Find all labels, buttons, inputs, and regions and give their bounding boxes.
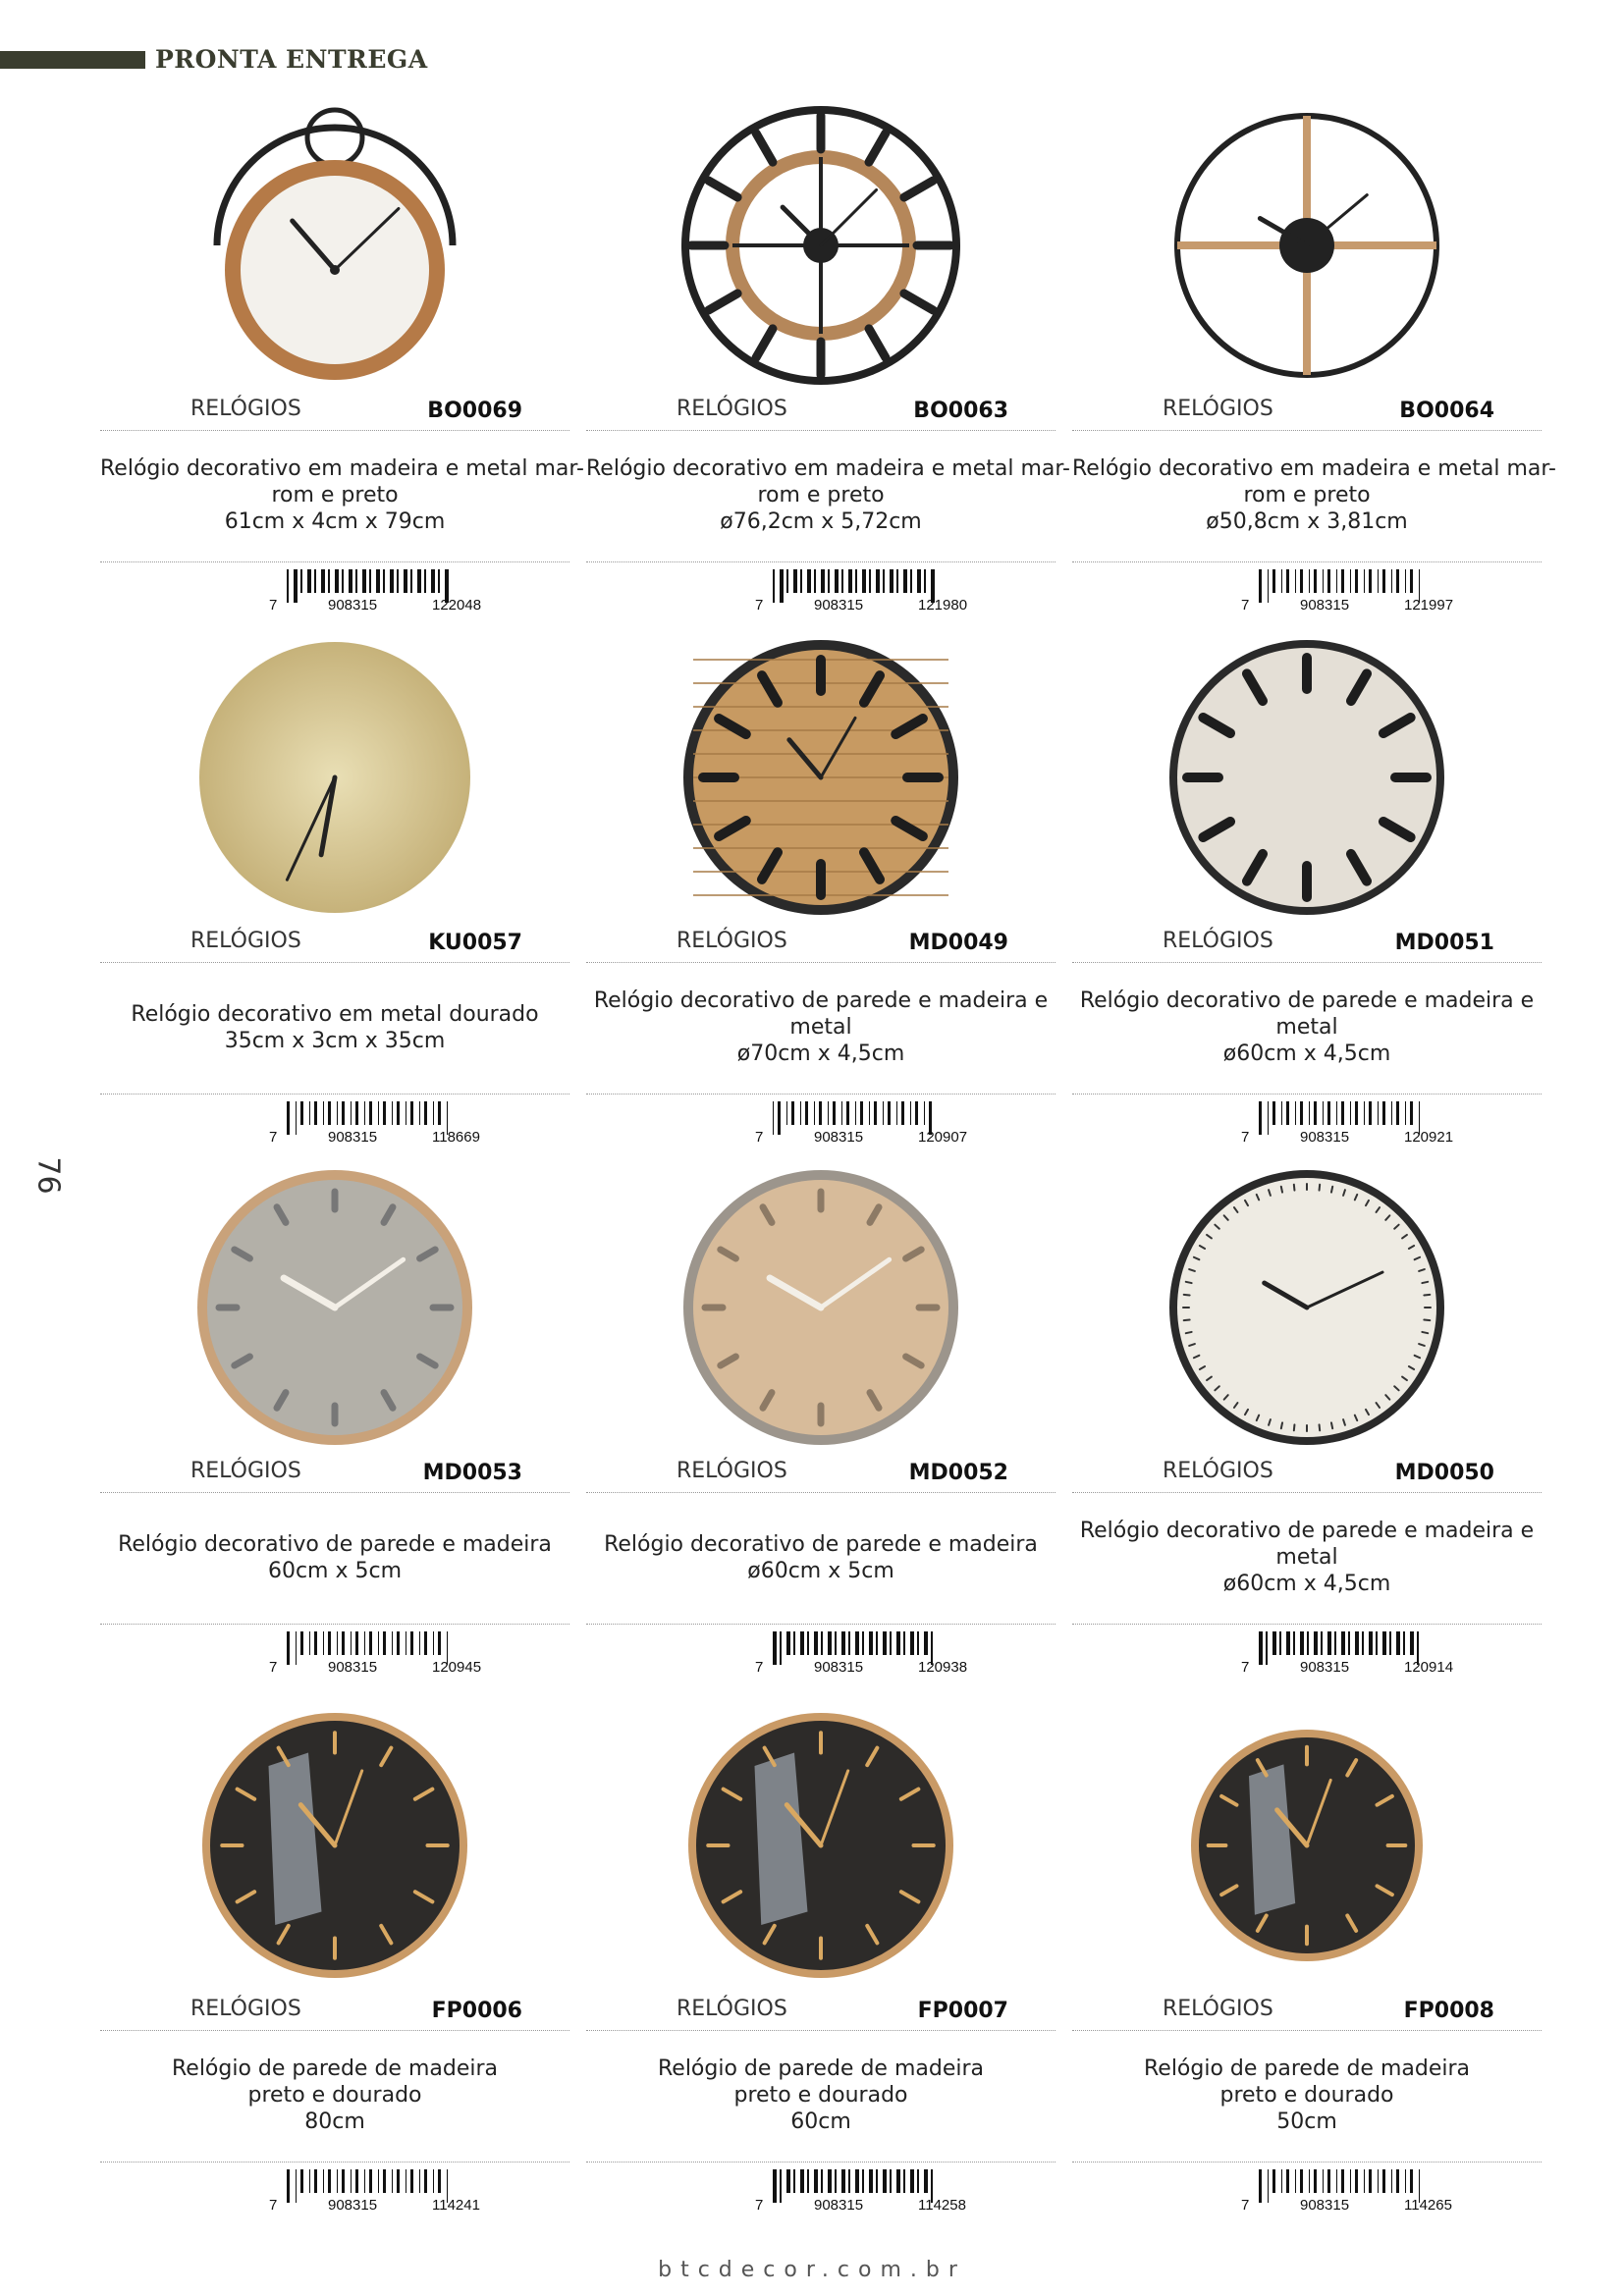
product-image[interactable] [586, 98, 1056, 402]
light-wood-number-clock-image [674, 1160, 968, 1455]
product-category: RELÓGIOS [1163, 1997, 1273, 2021]
section-title: PRONTA ENTREGA [155, 45, 428, 74]
pocket-watch-wall-clock-image [188, 98, 482, 393]
description-line: 60cm [790, 2109, 851, 2134]
homemade-vintage-clock-image [1160, 1160, 1454, 1455]
barcode-right-digits: 120945 [432, 1659, 482, 1676]
product-card[interactable] [1072, 1698, 1542, 2228]
product-description [100, 455, 584, 535]
barcode-left-digits: 908315 [328, 1659, 378, 1676]
barcode [743, 569, 1028, 614]
barcode-left-digits: 908315 [814, 1659, 864, 1676]
product-image[interactable] [100, 98, 569, 402]
divider [586, 561, 1056, 562]
description-line: metal [789, 1015, 852, 1040]
product-image[interactable] [1072, 630, 1542, 934]
divider [586, 430, 1056, 431]
barcode-bars [287, 2169, 522, 2209]
description-line: Relógio decorativo em madeira e metal mar- [1072, 456, 1556, 481]
barcode [1229, 569, 1514, 614]
divider [100, 962, 569, 963]
description-line: 50cm [1276, 2109, 1337, 2134]
product-description [1072, 2056, 1542, 2135]
barcode-left-digits: 908315 [328, 597, 378, 614]
barcode-lead-digit: 7 [1241, 2197, 1250, 2214]
product-code: BO0069 [427, 399, 522, 423]
barcode-left-digits: 908315 [814, 2197, 864, 2214]
barcode-bars [1259, 1631, 1494, 1671]
description-line: rom e preto [1243, 483, 1371, 507]
product-image[interactable] [100, 1698, 569, 2002]
barcode-right-digits: 120914 [1404, 1659, 1454, 1676]
divider [100, 2162, 569, 2163]
barcode-lead-digit: 7 [269, 1129, 278, 1146]
barcode-left-digits: 908315 [1300, 1129, 1350, 1146]
description-line: ø60cm x 4,5cm [1222, 1572, 1391, 1596]
description-line: Relógio decorativo de parede e madeira e [593, 988, 1049, 1013]
barcode [257, 1631, 542, 1677]
product-category: RELÓGIOS [190, 929, 301, 953]
description-line: rom e preto [271, 483, 399, 507]
product-code: MD0050 [1394, 1461, 1494, 1485]
barcode-bars [773, 2169, 1008, 2209]
product-card[interactable] [586, 98, 1070, 628]
product-image[interactable] [100, 630, 569, 934]
description-line: Relógio decorativo de parede e madeira e [1079, 988, 1535, 1013]
divider [1072, 430, 1542, 431]
product-code: MD0052 [908, 1461, 1008, 1485]
product-category: RELÓGIOS [677, 1459, 787, 1483]
barcode-bars [287, 1631, 522, 1671]
description-line: ø50,8cm x 3,81cm [1206, 509, 1408, 534]
divider [1072, 1492, 1542, 1493]
product-image[interactable] [1072, 1698, 1542, 2002]
barcode-bars [773, 1631, 1008, 1671]
product-description [100, 1531, 569, 1584]
barcode-left-digits: 908315 [328, 2197, 378, 2214]
barcode-right-digits: 114241 [432, 2197, 480, 2214]
barcode [743, 1101, 1028, 1147]
barcode-left-digits: 908315 [814, 597, 864, 614]
barcode-bars [1259, 2169, 1494, 2209]
description-line: metal [1275, 1015, 1338, 1040]
divider [1072, 1094, 1542, 1095]
divider [100, 2030, 569, 2031]
divider [100, 1094, 569, 1095]
barcode [257, 1101, 542, 1147]
description-line: Relógio decorativo de parede e madeira e [1079, 1519, 1535, 1543]
product-code: MD0049 [908, 931, 1008, 955]
description-line: ø76,2cm x 5,72cm [720, 509, 922, 534]
description-line: 80cm [304, 2109, 365, 2134]
mirror-gold-clock-small-image [1160, 1698, 1454, 1993]
barcode [743, 1631, 1028, 1677]
mirror-gold-clock-image [188, 1698, 482, 1993]
barcode-right-digits: 121980 [918, 597, 968, 614]
product-description [1072, 988, 1542, 1067]
barcode [1229, 1101, 1514, 1147]
barcode-lead-digit: 7 [755, 2197, 764, 2214]
description-line: Relógio decorativo de parede e madeira [604, 1532, 1038, 1557]
product-code: FP0007 [917, 1999, 1008, 2023]
description-line: ø60cm x 5cm [747, 1559, 894, 1583]
barcode-bars [773, 569, 1008, 609]
divider [1072, 2162, 1542, 2163]
concrete-number-clock-image [188, 1160, 482, 1455]
barcode-bars [1259, 1101, 1494, 1141]
barcode-lead-digit: 7 [755, 1129, 764, 1146]
farmhouse-roman-clock-image [1160, 630, 1454, 925]
barcode-right-digits: 120938 [918, 1659, 968, 1676]
description-line: Relógio decorativo em madeira e metal mar- [586, 456, 1070, 481]
page-number: 76 [30, 1156, 66, 1195]
product-card[interactable] [100, 98, 584, 628]
description-line: Relógio decorativo em metal dourado [131, 1002, 539, 1027]
barcode-lead-digit: 7 [755, 1659, 764, 1676]
barcode-left-digits: 908315 [1300, 1659, 1350, 1676]
divider [586, 1624, 1056, 1625]
product-card[interactable] [100, 1698, 569, 2228]
description-line: rom e preto [757, 483, 885, 507]
description-line: ø70cm x 4,5cm [736, 1041, 905, 1066]
product-category: RELÓGIOS [1163, 1459, 1273, 1483]
barcode-right-digits: 120907 [918, 1129, 968, 1146]
product-code: MD0053 [422, 1461, 522, 1485]
product-code: KU0057 [428, 931, 522, 955]
product-description [1072, 455, 1556, 535]
barcode-left-digits: 908315 [1300, 2197, 1350, 2214]
product-category: RELÓGIOS [677, 929, 787, 953]
description-line: preto e dourado [733, 2083, 908, 2108]
product-description [586, 2056, 1056, 2135]
barcode [257, 2169, 542, 2215]
product-image[interactable] [1072, 98, 1542, 402]
description-line: preto e dourado [247, 2083, 422, 2108]
product-description [586, 455, 1070, 535]
divider [586, 1094, 1056, 1095]
description-line: 35cm x 3cm x 35cm [224, 1029, 446, 1053]
barcode-right-digits: 118669 [432, 1129, 480, 1146]
divider [586, 2030, 1056, 2031]
product-image[interactable] [586, 1160, 1056, 1465]
barcode-bars [287, 569, 522, 609]
product-code: FP0006 [431, 1999, 522, 2023]
barcode-right-digits: 114265 [1404, 2197, 1452, 2214]
description-line: preto e dourado [1219, 2083, 1394, 2108]
barcode [1229, 1631, 1514, 1677]
product-category: RELÓGIOS [1163, 397, 1273, 421]
product-category: RELÓGIOS [190, 1997, 301, 2021]
wood-roman-clock-image [674, 630, 968, 925]
product-description [1072, 1518, 1542, 1597]
product-card[interactable] [100, 630, 569, 1160]
barcode-left-digits: 908315 [814, 1129, 864, 1146]
divider [586, 2162, 1056, 2163]
barcode-lead-digit: 7 [269, 1659, 278, 1676]
mirror-gold-clock-image [674, 1698, 968, 1993]
gold-disc-clock-image [188, 630, 482, 925]
product-category: RELÓGIOS [677, 397, 787, 421]
description-line: 61cm x 4cm x 79cm [224, 509, 446, 534]
divider [100, 1492, 569, 1493]
barcode [1229, 2169, 1514, 2215]
barcode-left-digits: 908315 [1300, 597, 1350, 614]
barcode-bars [1259, 569, 1494, 609]
barcode-lead-digit: 7 [269, 2197, 278, 2214]
product-image[interactable] [1072, 1160, 1542, 1465]
description-line: Relógio de parede de madeira [1143, 2056, 1470, 2081]
divider [100, 561, 569, 562]
product-code: BO0064 [1399, 399, 1494, 423]
product-card[interactable] [1072, 98, 1556, 628]
divider [1072, 2030, 1542, 2031]
product-image[interactable] [100, 1160, 569, 1465]
divider [100, 430, 569, 431]
product-description [586, 988, 1056, 1067]
description-line: Relógio decorativo em madeira e metal mar- [100, 456, 584, 481]
divider [1072, 962, 1542, 963]
product-card[interactable] [1072, 1160, 1542, 1690]
product-card[interactable] [586, 1698, 1056, 2228]
barcode-right-digits: 121997 [1404, 597, 1454, 614]
divider [1072, 561, 1542, 562]
barcode [257, 569, 542, 614]
barcode-bars [287, 1101, 522, 1141]
barcode-right-digits: 114258 [918, 2197, 966, 2214]
description-line: Relógio de parede de madeira [657, 2056, 984, 2081]
minimal-cross-clock-image [1160, 98, 1454, 393]
description-line: ø60cm x 4,5cm [1222, 1041, 1391, 1066]
product-image[interactable] [586, 1698, 1056, 2002]
divider [100, 1624, 569, 1625]
description-line: 60cm x 5cm [267, 1559, 403, 1583]
barcode-left-digits: 908315 [328, 1129, 378, 1146]
product-category: RELÓGIOS [190, 397, 301, 421]
product-code: BO0063 [913, 399, 1008, 423]
barcode-lead-digit: 7 [1241, 1659, 1250, 1676]
product-category: RELÓGIOS [1163, 929, 1273, 953]
barcode-right-digits: 120921 [1404, 1129, 1454, 1146]
divider [1072, 1624, 1542, 1625]
product-description [100, 2056, 569, 2135]
divider [586, 962, 1056, 963]
barcode-lead-digit: 7 [269, 597, 278, 614]
product-card[interactable] [1072, 630, 1542, 1160]
description-line: Relógio de parede de madeira [171, 2056, 498, 2081]
barcode [743, 2169, 1028, 2215]
divider [586, 1492, 1056, 1493]
product-code: FP0008 [1403, 1999, 1494, 2023]
barcode-right-digits: 122048 [432, 597, 482, 614]
roman-skeleton-clock-image [674, 98, 968, 393]
product-description [100, 1001, 569, 1054]
header-accent-bar [0, 51, 145, 69]
barcode-lead-digit: 7 [755, 597, 764, 614]
product-code: MD0051 [1394, 931, 1494, 955]
product-card[interactable] [586, 1160, 1056, 1690]
product-card[interactable] [100, 1160, 569, 1690]
description-line: Relógio decorativo de parede e madeira [118, 1532, 552, 1557]
footer-website[interactable]: btcdecor.com.br [658, 2258, 966, 2282]
barcode-lead-digit: 7 [1241, 597, 1250, 614]
product-card[interactable] [586, 630, 1056, 1160]
description-line: metal [1275, 1545, 1338, 1570]
barcode-bars [773, 1101, 1008, 1141]
product-description [586, 1531, 1056, 1584]
product-category: RELÓGIOS [190, 1459, 301, 1483]
product-category: RELÓGIOS [677, 1997, 787, 2021]
product-image[interactable] [586, 630, 1056, 934]
barcode-lead-digit: 7 [1241, 1129, 1250, 1146]
